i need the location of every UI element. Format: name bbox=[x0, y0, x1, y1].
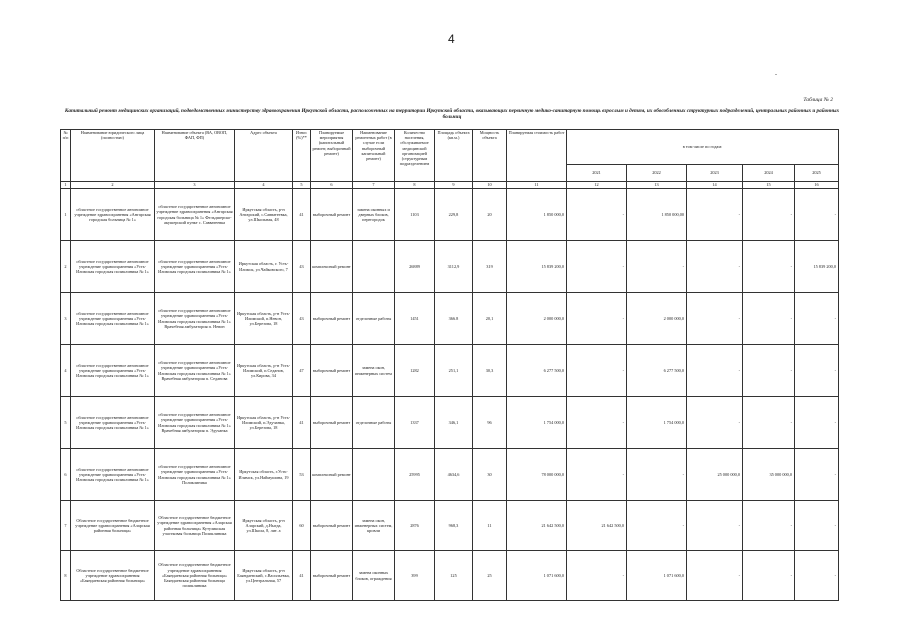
table-row bbox=[61, 449, 839, 501]
repair-works bbox=[353, 241, 395, 293]
population-served: 1103 bbox=[395, 189, 435, 241]
column-number: 7 bbox=[353, 182, 395, 189]
repair-works bbox=[353, 449, 395, 501]
wear-percent: 41 bbox=[293, 551, 311, 601]
planned-activity: выборочный ремонт bbox=[311, 293, 353, 345]
planned-cost: 1 754 000,0 bbox=[507, 397, 567, 449]
cost-2024: 35 000 000,0 bbox=[743, 449, 795, 501]
wear-percent: 43 bbox=[293, 241, 311, 293]
object-area: 229,8 bbox=[435, 189, 473, 241]
column-number: 6 bbox=[311, 182, 353, 189]
header-entity: Наименование юридического лица (полностью) bbox=[71, 130, 155, 182]
object-capacity: 319 bbox=[473, 241, 507, 293]
object-name: областное государственное автономное учреждение здравоохранения «Усть-Илимская городская поликлиника № 1» Врачебная амбулатория п. Невон bbox=[155, 293, 235, 345]
object-area: 125 bbox=[435, 551, 473, 601]
document-title: Капитальный ремонт медицинских организаций, подведомственных министерству здравоохранения Иркутской области, расположенных на территории Иркутской области, оказывающих первичную медико-санитарную помощь взрослым и детям, их обособленных структурных подразделений, центральных районных и районных больниц bbox=[64, 108, 840, 121]
header-wear: Износ (%)** bbox=[293, 130, 311, 182]
table-row bbox=[61, 241, 839, 293]
object-name: областное государственное автономное учреждение здравоохранения «Ангарская городская больница № 1» Фельдшерско-акушерский пункт с. Савватеевка bbox=[155, 189, 235, 241]
cost-2024: - bbox=[743, 501, 795, 551]
object-capacity: 20 bbox=[473, 189, 507, 241]
header-capacity: Мощность объекта bbox=[473, 130, 507, 182]
wear-percent: 60 bbox=[293, 501, 311, 551]
cost-2022: 2 000 000,0 bbox=[627, 293, 687, 345]
cost-2021: - bbox=[567, 345, 627, 397]
column-number: 10 bbox=[473, 182, 507, 189]
header-years-group: в том числе по годам: bbox=[567, 130, 839, 165]
planned-activity: комплексный ремонт bbox=[311, 241, 353, 293]
column-number: 11 bbox=[507, 182, 567, 189]
entity-name: Областное государственное бюджетное учреждение здравоохранения «Баяндаевская районная больница» bbox=[71, 551, 155, 601]
table-row bbox=[61, 345, 839, 397]
entity-name: Областное государственное бюджетное учреждение здравоохранения «Аларская районная больница» bbox=[71, 501, 155, 551]
cost-2024: - bbox=[743, 241, 795, 293]
wear-percent: 41 bbox=[293, 397, 311, 449]
planned-activity: комплексный ремонт bbox=[311, 449, 353, 501]
cost-2023: - bbox=[687, 189, 743, 241]
planned-cost: 1 850 000,0 bbox=[507, 189, 567, 241]
header-year-2024: 2024 bbox=[743, 165, 795, 182]
cost-2023: - bbox=[687, 551, 743, 601]
object-address: Иркутская область, р-н Аларский, д.Ныгда, ул.Школа, 8, лит. а bbox=[235, 501, 293, 551]
cost-2024: - bbox=[743, 293, 795, 345]
header-year-2021: 2021 bbox=[567, 165, 627, 182]
row-number: 1 bbox=[61, 189, 71, 241]
cost-2022: - bbox=[627, 449, 687, 501]
object-address: Иркутская область, р-н Усть-Илимский, п.Седанов, ул.Кирова, 34 bbox=[235, 345, 293, 397]
object-address: Иркутская область, р-н Баяндаевский, с.Васильевка, ул.Центральная, 57 bbox=[235, 551, 293, 601]
planned-cost: 1 071 600,0 bbox=[507, 551, 567, 601]
entity-name: областное государственное автономное учреждение здравоохранения «Усть-Илимская городская поликлиника № 1» bbox=[71, 449, 155, 501]
column-number: 15 bbox=[743, 182, 795, 189]
cost-2025: - bbox=[795, 501, 839, 551]
cost-2022: 1 754 000,0 bbox=[627, 397, 687, 449]
population-served: 26889 bbox=[395, 241, 435, 293]
repair-works: отделочные работы bbox=[353, 293, 395, 345]
row-number: 3 bbox=[61, 293, 71, 345]
cost-2025: - bbox=[795, 397, 839, 449]
table-row bbox=[61, 551, 839, 601]
object-area: 366.8 bbox=[435, 293, 473, 345]
cost-2022: 1 071 600,0 bbox=[627, 551, 687, 601]
header-works: Наименование ремонтных работ (в случае если выборочный капитальный ремонт) bbox=[353, 130, 395, 182]
planned-cost: 2 000 000,0 bbox=[507, 293, 567, 345]
scan-mark: - bbox=[775, 72, 777, 78]
planned-cost: 6 277 500,0 bbox=[507, 345, 567, 397]
cost-2021: - bbox=[567, 397, 627, 449]
object-address: Иркутская область, р-н Усть-Илимский, п.Эдучанка, ул.Березова, 18 bbox=[235, 397, 293, 449]
repair-works: замена окон, инженерных систем, кровли bbox=[353, 501, 395, 551]
object-area: 3112,9 bbox=[435, 241, 473, 293]
object-capacity: 96 bbox=[473, 397, 507, 449]
cost-2025: - bbox=[795, 293, 839, 345]
column-number: 2 bbox=[71, 182, 155, 189]
cost-2021: - bbox=[567, 551, 627, 601]
header-cost: Планируемая стоимость работ bbox=[507, 130, 567, 182]
object-name: Областное государственное бюджетное учреждение здравоохранения «Аларская районная больница» Кутуликская участковая больница Поликлиника bbox=[155, 501, 235, 551]
wear-percent: 47 bbox=[293, 345, 311, 397]
object-name: Областное государственное бюджетное учреждение здравоохранения «Баяндаевская районная больница» Баяндаевская районная больница поликлиника bbox=[155, 551, 235, 601]
planned-activity: выборочный ремонт bbox=[311, 501, 353, 551]
population-served: 25995 bbox=[395, 449, 435, 501]
object-capacity: 30 bbox=[473, 449, 507, 501]
column-number: 5 bbox=[293, 182, 311, 189]
population-served: 1337 bbox=[395, 397, 435, 449]
object-area: 968,3 bbox=[435, 501, 473, 551]
cost-2024: - bbox=[743, 345, 795, 397]
repair-works: отделочные работы bbox=[353, 397, 395, 449]
column-number: 4 bbox=[235, 182, 293, 189]
page-number: 4 bbox=[448, 32, 455, 46]
column-number: 3 bbox=[155, 182, 235, 189]
object-name: областное государственное автономное учреждение здравоохранения «Усть-Илимская городская поликлиника № 1» Врачебная амбулатория п. Седанова bbox=[155, 345, 235, 397]
object-capacity: 25 bbox=[473, 551, 507, 601]
population-served: 1282 bbox=[395, 345, 435, 397]
header-object: Наименование объекта (ВА, ОВОП, ФАП, ФП) bbox=[155, 130, 235, 182]
entity-name: областное государственное автономное учреждение здравоохранения «Усть-Илимская городская поликлиника № 1» bbox=[71, 293, 155, 345]
cost-2025: - bbox=[795, 345, 839, 397]
cost-2022: - bbox=[627, 241, 687, 293]
header-number: № п/п bbox=[61, 130, 71, 182]
row-number: 5 bbox=[61, 397, 71, 449]
cost-2022: 6 277 500,0 bbox=[627, 345, 687, 397]
planned-cost: 15 839 200,0 bbox=[507, 241, 567, 293]
population-served: 1451 bbox=[395, 293, 435, 345]
column-number: 8 bbox=[395, 182, 435, 189]
planned-cost: 78 000 000,0 bbox=[507, 449, 567, 501]
object-address: Иркутская область, г.Усть-Илимск, ул.Наймушина, 19 bbox=[235, 449, 293, 501]
cost-2025: - bbox=[795, 551, 839, 601]
planned-activity: выборочный ремонт bbox=[311, 345, 353, 397]
cost-2023: - bbox=[687, 501, 743, 551]
planned-activity: выборочный ремонт bbox=[311, 551, 353, 601]
column-number: 16 bbox=[795, 182, 839, 189]
object-capacity: 20,1 bbox=[473, 293, 507, 345]
table-row bbox=[61, 397, 839, 449]
object-area: 346,1 bbox=[435, 397, 473, 449]
repair-works: замена оконных и дверных блоков, перегородок bbox=[353, 189, 395, 241]
cost-2023: 25 000 000,0 bbox=[687, 449, 743, 501]
planned-activity: выборочный ремонт bbox=[311, 397, 353, 449]
cost-2023: - bbox=[687, 241, 743, 293]
wear-percent: 43 bbox=[293, 293, 311, 345]
object-capacity: 11 bbox=[473, 501, 507, 551]
object-name: областное государственное автономное учреждение здравоохранения «Усть-Илимская городская поликлиника № 1» Врачебная амбулатория п. Эдучанка bbox=[155, 397, 235, 449]
table-row bbox=[61, 501, 839, 551]
column-number: 14 bbox=[687, 182, 743, 189]
cost-2021: - bbox=[567, 449, 627, 501]
cost-2022: - bbox=[627, 501, 687, 551]
cost-2024: - bbox=[743, 189, 795, 241]
cost-2023: - bbox=[687, 397, 743, 449]
cost-2025: - bbox=[795, 449, 839, 501]
object-address: Иркутская область, р-н Усть-Илимский, п.Невон, ул.Березова, 18 bbox=[235, 293, 293, 345]
entity-name: областное государственное автономное учреждение здравоохранения «Усть-Илимская городская поликлиника № 1» bbox=[71, 397, 155, 449]
header-population: Количество населения, обслуживаемое медицинской организацией (структурным подразделением bbox=[395, 130, 435, 182]
table-body bbox=[61, 189, 839, 601]
entity-name: областное государственное автономное учреждение здравоохранения «Усть-Илимская городская поликлиника № 1» bbox=[71, 345, 155, 397]
object-name: областное государственное автономное учреждение здравоохранения «Усть-Илимская городская поликлиника № 1» Поликлиника bbox=[155, 449, 235, 501]
planned-cost: 21 642 500,0 bbox=[507, 501, 567, 551]
cost-2021: - bbox=[567, 189, 627, 241]
object-area: 251,1 bbox=[435, 345, 473, 397]
column-number: 13 bbox=[627, 182, 687, 189]
capital-repair-table bbox=[60, 129, 839, 601]
object-area: 4634,6 bbox=[435, 449, 473, 501]
population-served: 2876 bbox=[395, 501, 435, 551]
repair-works: замена оконных блоков, ограждения bbox=[353, 551, 395, 601]
population-served: 399 bbox=[395, 551, 435, 601]
header-year-2023: 2023 bbox=[687, 165, 743, 182]
row-number: 7 bbox=[61, 501, 71, 551]
column-number: 1 bbox=[61, 182, 71, 189]
wear-percent: 53 bbox=[293, 449, 311, 501]
header-area: Площадь объекта (кв.м.) bbox=[435, 130, 473, 182]
header-year-2025: 2025 bbox=[795, 165, 839, 182]
cost-2023: - bbox=[687, 345, 743, 397]
cost-2023: - bbox=[687, 293, 743, 345]
header-year-2022: 2022 bbox=[627, 165, 687, 182]
table-row bbox=[61, 293, 839, 345]
cost-2022: 1 850 000,00 bbox=[627, 189, 687, 241]
cost-2021: - bbox=[567, 293, 627, 345]
column-numbers-row bbox=[61, 182, 839, 189]
object-address: Иркутская область, г. Усть-Илимск, ул.Чайковского, 7 bbox=[235, 241, 293, 293]
cost-2021: 21 642 500,0 bbox=[567, 501, 627, 551]
object-name: областное государственное автономное учреждение здравоохранения «Усть-Илимская городская поликлиника № 1» bbox=[155, 241, 235, 293]
cost-2021: - bbox=[567, 241, 627, 293]
cost-2025: 15 839 200,0 bbox=[795, 241, 839, 293]
object-capacity: 30,3 bbox=[473, 345, 507, 397]
wear-percent: 41 bbox=[293, 189, 311, 241]
column-number: 9 bbox=[435, 182, 473, 189]
column-number: 12 bbox=[567, 182, 627, 189]
table-label: Таблица № 2 bbox=[803, 97, 833, 103]
header-activity: Планируемые мероприятия (капитальный ремонт, выборочный ремонт) bbox=[311, 130, 353, 182]
cost-2025: - bbox=[795, 189, 839, 241]
cost-2024: - bbox=[743, 397, 795, 449]
repair-works: замена окон, инженерных систем bbox=[353, 345, 395, 397]
row-number: 4 bbox=[61, 345, 71, 397]
table-row bbox=[61, 189, 839, 241]
planned-activity: выборочный ремонт bbox=[311, 189, 353, 241]
row-number: 6 bbox=[61, 449, 71, 501]
row-number: 8 bbox=[61, 551, 71, 601]
header-address: Адрес объекта bbox=[235, 130, 293, 182]
entity-name: областное государственное автономное учреждение здравоохранения «Ангарская городская больница № 1» bbox=[71, 189, 155, 241]
row-number: 2 bbox=[61, 241, 71, 293]
object-address: Иркутская область, р-н Ангарский, с.Савватеевка, ул.Школьная, 48 bbox=[235, 189, 293, 241]
cost-2024: - bbox=[743, 551, 795, 601]
entity-name: областное государственное автономное учреждение здравоохранения «Усть-Илимская городская поликлиника № 1» bbox=[71, 241, 155, 293]
